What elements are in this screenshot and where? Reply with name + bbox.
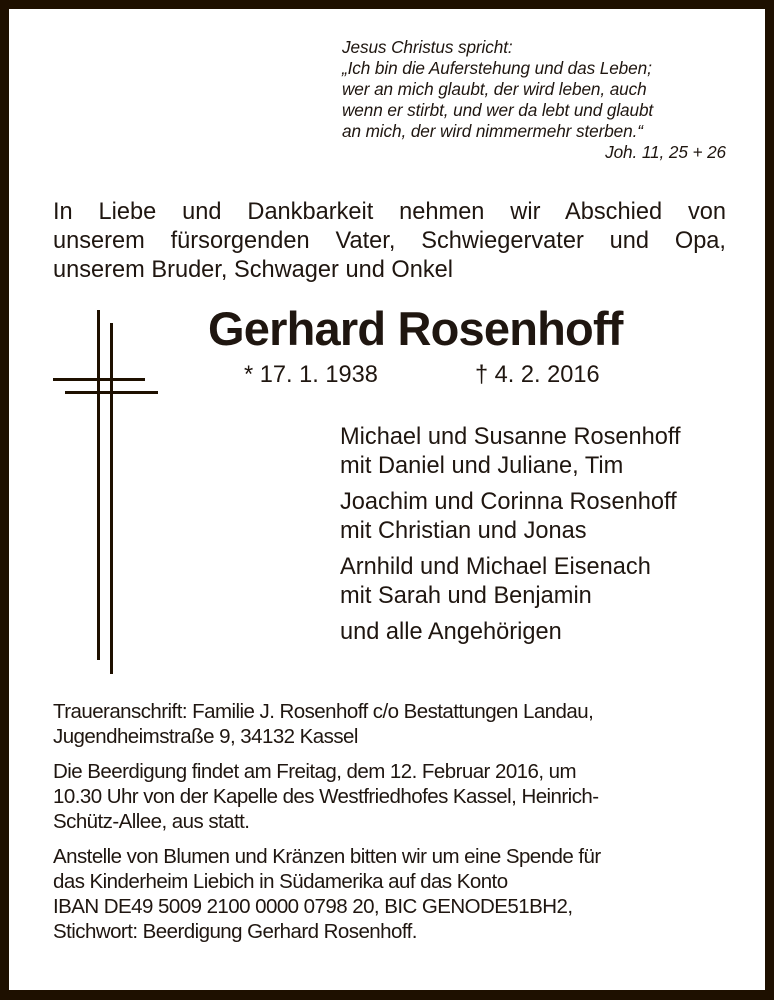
info-section	[53, 699, 733, 954]
family-list	[340, 423, 740, 654]
address-line: Traueranschrift: Familie J. Rosenhoff c/o Bestattungen Landau,	[53, 700, 594, 723]
family-group	[340, 488, 740, 546]
quote-line: wer an mich glaubt, der wird leben, auch	[342, 79, 647, 99]
family-line: Joachim und Corinna Rosenhoff	[340, 489, 677, 515]
birth-date: * 17. 1. 1938	[244, 362, 378, 388]
cross-vertical-bar	[97, 310, 100, 660]
family-group	[340, 423, 740, 481]
family-group	[340, 618, 740, 647]
quote-line: Jesus Christus spricht:	[342, 37, 513, 57]
donation-line: Stichwort: Beerdigung Gerhard Rosenhoff.	[53, 920, 417, 943]
intro-line: In Liebe und Dankbarkeit nehmen wir Abschied von	[53, 199, 726, 225]
donation-line: das Kinderheim Liebich in Südamerika auf das Konto	[53, 870, 508, 893]
quote-line: wenn er stirbt, und wer da lebt und glaubt	[342, 100, 654, 120]
family-line: mit Christian und Jonas	[340, 518, 587, 544]
funeral-details	[53, 759, 733, 834]
family-group	[340, 553, 740, 611]
address-line: Jugendheimstraße 9, 34132 Kassel	[53, 725, 358, 748]
cross-horizontal-bar	[65, 391, 158, 394]
deceased-name: Gerhard Rosenhoff	[208, 302, 623, 355]
family-line: Michael und Susanne Rosenhoff	[340, 424, 681, 450]
intro-line: unserem fürsorgenden Vater, Schwiegervater und Opa,	[53, 228, 726, 254]
donation-request	[53, 844, 733, 944]
intro-text	[53, 198, 726, 285]
cross-vertical-bar	[110, 323, 113, 674]
family-line: Arnhild und Michael Eisenach	[340, 554, 651, 580]
donation-line: Anstelle von Blumen und Kränzen bitten wir um eine Spende für	[53, 845, 601, 868]
family-line: und alle Angehörigen	[340, 619, 562, 645]
quote-reference: Joh. 11, 25 + 26	[605, 142, 726, 162]
cross-horizontal-bar	[53, 378, 145, 381]
intro-line: unserem Bruder, Schwager und Onkel	[53, 257, 453, 283]
family-line: mit Daniel und Juliane, Tim	[340, 453, 624, 479]
quote-line: an mich, der wird nimmermehr sterben.“	[342, 121, 643, 141]
death-date: † 4. 2. 2016	[475, 362, 600, 388]
funeral-line: Schütz-Allee, aus statt.	[53, 810, 250, 833]
funeral-line: 10.30 Uhr von der Kapelle des Westfriedhofes Kassel, Heinrich-	[53, 785, 599, 808]
quote-line: „Ich bin die Auferstehung und das Leben;	[342, 58, 652, 78]
family-line: mit Sarah und Benjamin	[340, 583, 592, 609]
bible-quote	[342, 37, 726, 163]
mourning-address	[53, 699, 733, 749]
funeral-line: Die Beerdigung findet am Freitag, dem 12. Februar 2016, um	[53, 760, 577, 783]
donation-line: IBAN DE49 5009 2100 0000 0798 20, BIC GENODE51BH2,	[53, 895, 573, 918]
